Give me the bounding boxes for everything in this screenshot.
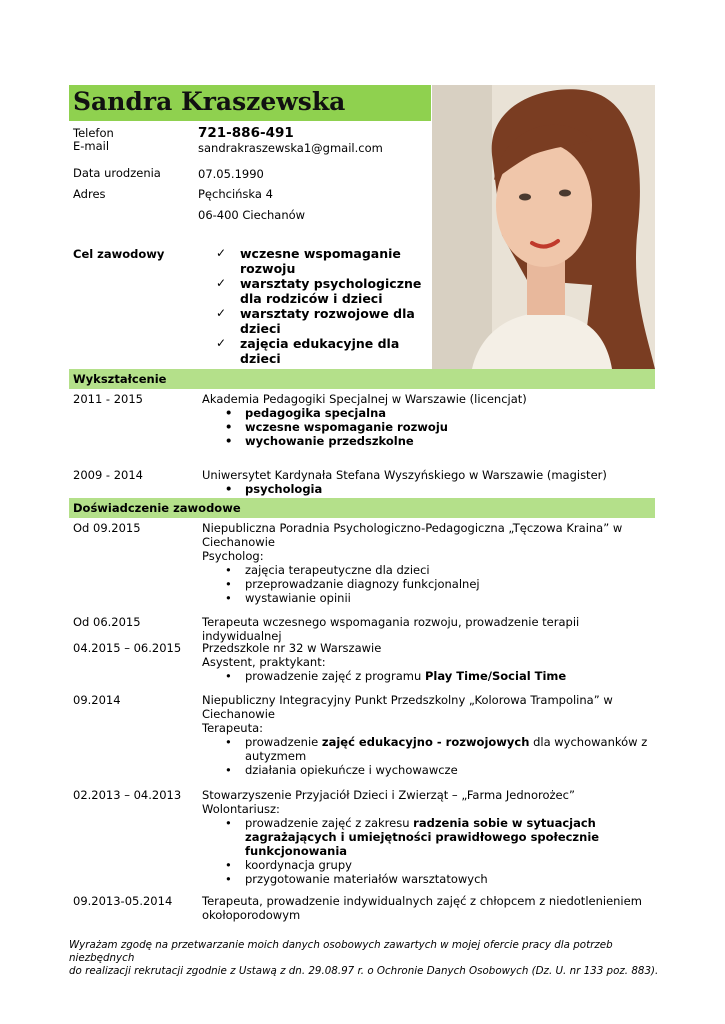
list-item: • psychologia [202, 482, 652, 496]
profile-photo [432, 85, 655, 369]
experience-section-header: Doświadczenie zawodowe [69, 498, 655, 518]
check-icon: ✓ [216, 306, 227, 320]
employer-line: Terapeuta, prowadzenie indywidualnych zajęć z chłopcem z niedotlenieniem [202, 894, 642, 908]
education-entry [202, 468, 652, 496]
list-item: • wystawianie opinii [202, 591, 652, 605]
list-item: • działania opiekuńcze i wychowawcze [202, 763, 652, 777]
employer-line: Terapeuta wczesnego wspomagania rozwoju, prowadzenie terapii indywidualnej [202, 615, 580, 643]
role-title: Wolontariusz: [202, 802, 280, 816]
goal-list [216, 246, 426, 366]
education-section-header: Wykształcenie [69, 369, 655, 389]
employer-line: Ciechanowie [202, 535, 275, 549]
address-label: Adres [73, 187, 106, 201]
employer-line: Przedszkole nr 32 w Warszawie [202, 641, 382, 655]
employer-line: Niepubliczny Integracyjny Punkt Przedszkolny „Kolorowa Trampolina” w [202, 693, 613, 707]
school-name: Uniwersytet Kardynała Stefana Wyszyńskiego w Warszawie (magister) [202, 468, 607, 482]
education-date: 2011 - 2015 [73, 392, 143, 406]
goal-label: Cel zawodowy [73, 247, 165, 261]
list-item: • prowadzenie zajęć z programu Play Time/Social Time [202, 669, 652, 683]
employer-line: okołoporodowym [202, 908, 301, 922]
check-icon: ✓ [216, 276, 227, 290]
list-item: • przeprowadzanie diagnozy funkcjonalnej [202, 577, 652, 591]
experience-date: Od 06.2015 [73, 615, 141, 629]
employer-line: Ciechanowie [202, 707, 275, 721]
goal-item: ✓ warsztaty psychologiczne dla rodziców i dzieci [216, 276, 422, 306]
address-line1: Pęchcińska 4 [198, 187, 273, 201]
experience-date: 02.2013 – 04.2013 [73, 788, 182, 802]
role-title: Psycholog: [202, 549, 264, 563]
education-entry [202, 392, 652, 448]
check-icon: ✓ [216, 336, 227, 350]
role-title: Terapeuta: [202, 721, 264, 735]
list-item: • pedagogika specjalna [202, 406, 652, 420]
experience-entry [202, 788, 652, 886]
gdpr-consent-clause [69, 939, 659, 978]
list-item: • prowadzenie zajęć z zakresu radzenia sobie w sytuacjach zagrażających i umiejętności prawidłowego społecznie funkcjonowania [202, 816, 652, 858]
email-label: E-mail [73, 139, 110, 153]
education-date: 2009 - 2014 [73, 468, 143, 482]
list-item: • zajęcia terapeutyczne dla dzieci [202, 563, 652, 577]
consent-line: do realizacji rekrutacji zgodnie z Ustawą z dn. 29.08.97 r. o Ochronie Danych Osobowych (Dz. U. nr 133 poz. 883). [69, 965, 659, 977]
role-title: Asystent, praktykant: [202, 655, 326, 669]
experience-date: 09.2014 [73, 693, 121, 707]
birth-label: Data urodzenia [73, 166, 161, 180]
email-value[interactable]: sandrakraszewska1@gmail.com [198, 141, 383, 155]
employer-line: Stowarzyszenie Przyjaciół Dzieci i Zwierząt – „Farma Jednorożec” [202, 788, 575, 802]
goal-item: ✓ zajęcia edukacyjne dla dzieci [216, 336, 400, 366]
list-item: • koordynacja grupy [202, 858, 652, 872]
experience-entry [202, 521, 652, 605]
experience-date: 04.2015 – 06.2015 [73, 641, 182, 655]
list-item: • wczesne wspomaganie rozwoju [202, 420, 652, 434]
goal-item: ✓ wczesne wspomaganie rozwoju [216, 246, 401, 276]
birth-value: 07.05.1990 [198, 167, 264, 181]
address-line2: 06-400 Ciechanów [198, 208, 306, 222]
goal-item: ✓ warsztaty rozwojowe dla dzieci [216, 306, 415, 336]
experience-date: 09.2013-05.2014 [73, 894, 173, 908]
phone-label: Telefon [73, 126, 114, 140]
experience-date: Od 09.2015 [73, 521, 141, 535]
list-item: • przygotowanie materiałów warsztatowych [202, 872, 652, 886]
list-item: • prowadzenie zajęć edukacyjno - rozwojowych dla wychowanków z autyzmem [202, 735, 652, 763]
school-name: Akademia Pedagogiki Specjalnej w Warszawie (licencjat) [202, 392, 527, 406]
list-item: • wychowanie przedszkolne [202, 434, 652, 448]
experience-entry [202, 615, 652, 643]
phone-value: 721-886-491 [198, 125, 294, 141]
consent-line: Wyrażam zgodę na przetwarzanie moich danych osobowych zawartych w mojej ofercie pracy dla potrzeb niezbędnych [69, 939, 613, 964]
experience-entry [202, 641, 652, 683]
experience-entry [202, 693, 652, 777]
experience-entry [202, 894, 652, 922]
candidate-name: Sandra Kraszewska [73, 87, 346, 116]
check-icon: ✓ [216, 246, 227, 260]
employer-line: Niepubliczna Poradnia Psychologiczno-Pedagogiczna „Tęczowa Kraina” w [202, 521, 623, 535]
